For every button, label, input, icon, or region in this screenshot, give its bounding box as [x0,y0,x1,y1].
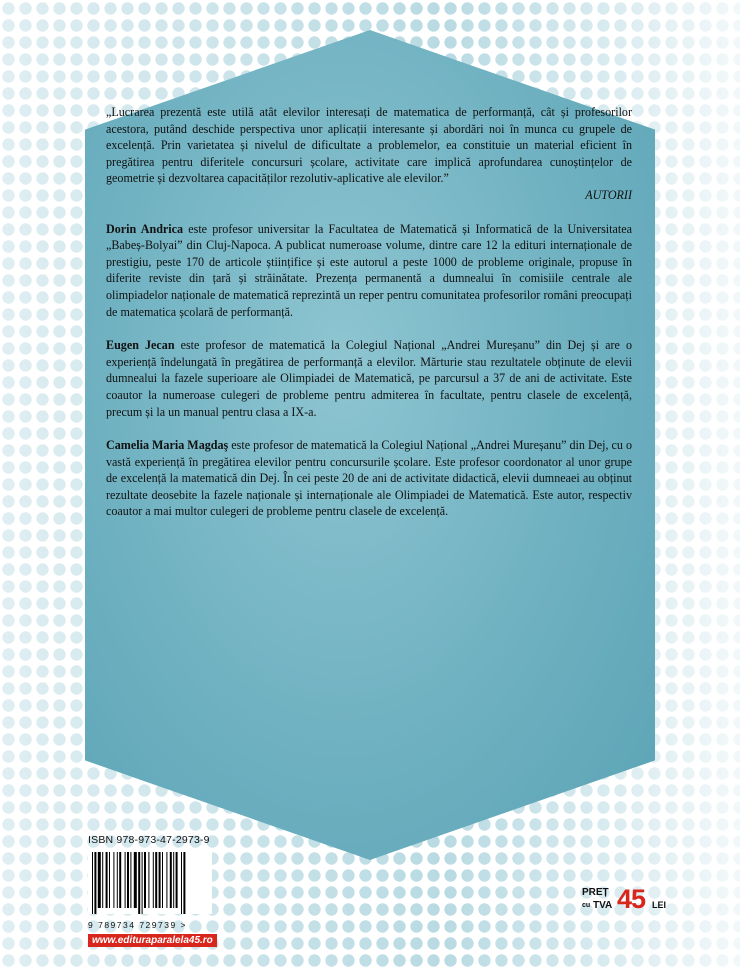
barcode-bar [113,852,114,908]
barcode-bar [153,852,154,908]
author-bio-text: este profesor universitar la Facultatea de Matematică și Informatică de la Universitatea „Babeș-Bolyai” din Cluj-Napoca. A publicat numeroase volume, dintre care 12 la edituri internaționale de prestigiu, peste 170 de articole științifice și este autorul a peste 1000 de probleme originale, propuse în diferite reviste din țară și străinătate. Prezența permanentă a dumnealui în comisiile centrale ale olimpiadelor naționale de matematică reprezintă un reper pentru comunitatea profesorilor români preocupați de matematica școlară de performanță. [106,221,632,319]
price-tva: TVA [593,900,613,911]
barcode-image [88,852,212,914]
quote-signature: AUTORII [585,187,632,202]
author-bio-jecan [106,337,632,420]
barcode-bar [127,852,129,908]
barcode-bar [148,852,149,908]
barcode-bar [94,852,96,914]
barcode-bar [98,852,101,908]
barcode-bar [119,852,121,908]
author-name: Camelia Maria Magdaş [106,438,229,453]
barcode-digits: 9 789734 729739 > [88,920,188,930]
barcode-bar [183,852,185,914]
price-with: cu [582,902,591,909]
author-bio-text: este profesor de matematică la Colegiul Național „Andrei Mureșanu” din Dej și are o experiență îndelungată în pregătirea de performanță a elevilor. Mărturie stau rezultatele obținute de elevii dumnealui la fazele superioare ale Olimpiadei de Matematică, pe parcursul a 37 de ani de activitate. Este coautor la numeroase culegeri de probleme pentru admiterea în facultate, pentru clasele de excelență, precum și la un manual pentru clasa a IX-a. [106,338,632,419]
barcode-bar [144,852,146,908]
barcode-bar [159,852,161,908]
barcode-bar [181,852,182,914]
barcode-bar [170,852,172,908]
barcode-bar [102,852,103,908]
barcode-bar [138,852,140,914]
barcode-bar [155,852,157,908]
barcode-bar [125,852,126,908]
price-currency: LEI [652,900,667,910]
author-bio-text: este profesor de matematică la Colegiul Național „Andrei Mureșanu” din Dej, cu o vastă experiență în pregătirea elevilor pentru concursurile școlare. Este profesor coordonator al unor grupe de excelență la matematică din Dej. În cei peste 20 de ani de activitate didactică, elevii dumneaei au obținut rezultate deosebite la fazele naționale și internaționale ale Olimpiadei de Matematică. Este autor, respectiv coautor a mai multor culegeri de probleme pentru clasele de excelență. [106,438,632,519]
book-quote: „Lucrarea prezentă este utilă atât elevilor interesați de matematica de performanță, cât și profesorilor acestora, putând deschide perspectiva unor aplicații interesante și abordări noi în munca cu grupele de excelență. Prin varietatea și nivelul de dificultate a problemelor, ea constituie un material eficient în pregătirea pentru diferitele concursuri școlare, activitate care implică aprofundarea cunoștințelor de geometrie și dezvoltarea capacităților rezolutiv-aplicative ale elevilor.” [106,105,632,186]
barcode-bar [117,852,118,908]
publisher-website: www.edituraparalela45.ro [88,934,217,947]
author-bio-andrica [106,221,632,321]
author-name: Eugen Jecan [106,338,175,353]
barcode-bar [134,852,137,908]
price-tag [582,886,682,916]
back-cover-text [106,104,632,520]
barcode-bar [162,852,163,908]
barcode-bar [130,852,131,908]
barcode-bar [173,852,174,908]
author-name: Dorin Andrica [106,221,184,236]
barcode-bar [176,852,178,908]
isbn-block [88,834,220,948]
author-bio-magdas [106,437,632,520]
barcode-bar [166,852,167,908]
isbn-number: ISBN 978-973-47-2973-9 [88,834,210,846]
price-value: 45 [617,884,646,914]
barcode-bar [142,852,143,914]
barcode-bar [109,852,110,908]
barcode-bar [106,852,108,908]
price-label: PREȚ [582,887,609,898]
barcode-bar [92,852,93,914]
